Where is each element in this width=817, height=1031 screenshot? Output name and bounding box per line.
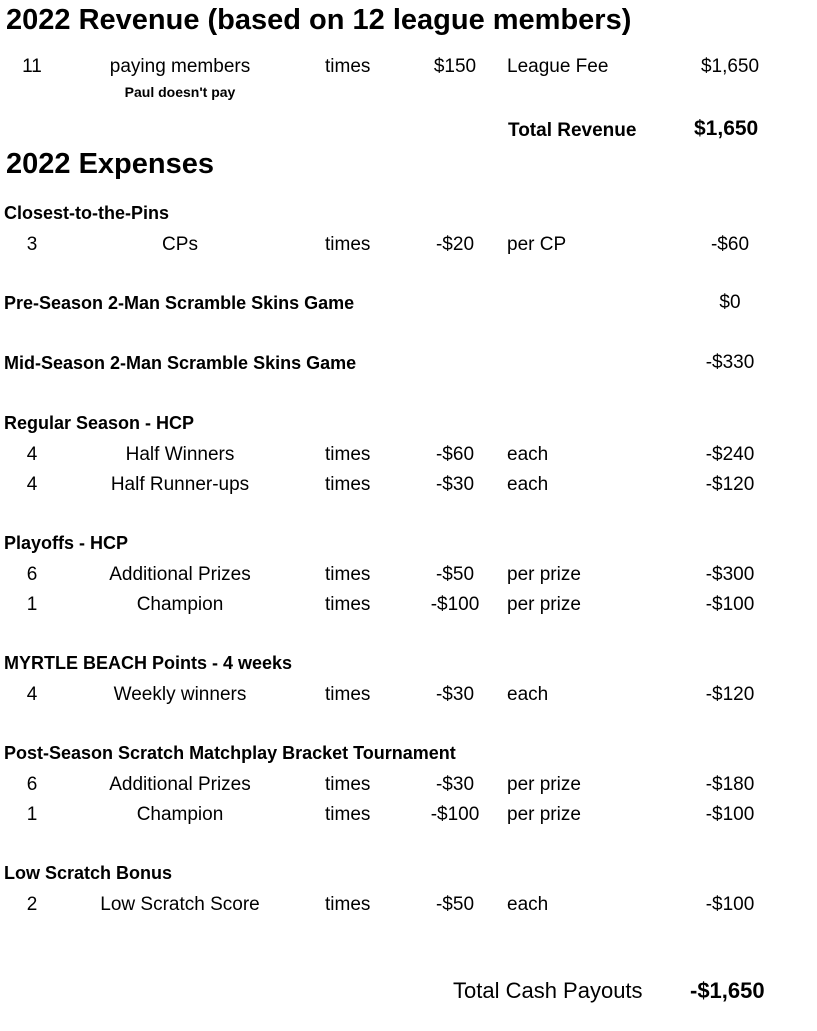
- line-unit: per prize: [507, 774, 581, 795]
- total-revenue-value: $1,650: [694, 117, 759, 140]
- line-unit: per prize: [507, 804, 581, 825]
- line-desc: Low Scratch Score: [100, 894, 260, 915]
- revenue-title: 2022 Revenue (based on 12 league members): [6, 4, 632, 36]
- revenue-note: Paul doesn't pay: [124, 84, 236, 100]
- line-amount: -$30: [435, 774, 475, 795]
- section-total: $0: [719, 292, 741, 313]
- line-times: times: [325, 564, 371, 585]
- total-payouts-label: Total Cash Payouts: [453, 978, 643, 1003]
- line-times: times: [325, 774, 371, 795]
- line-count: 3: [26, 234, 38, 255]
- revenue-unit: League Fee: [507, 56, 609, 77]
- line-unit: each: [507, 684, 549, 705]
- line-amount: -$60: [435, 444, 475, 465]
- section-total: -$330: [705, 352, 755, 373]
- line-amount: -$50: [435, 894, 475, 915]
- line-unit: each: [507, 444, 549, 465]
- line-amount: -$100: [430, 594, 480, 615]
- line-unit: each: [507, 474, 549, 495]
- revenue-times: times: [325, 56, 371, 77]
- section-heading: Regular Season - HCP: [4, 413, 195, 433]
- line-total: -$180: [705, 774, 755, 795]
- line-desc: Half Winners: [125, 444, 235, 465]
- line-desc: Champion: [136, 804, 224, 825]
- line-desc: Half Runner-ups: [110, 474, 250, 495]
- line-times: times: [325, 894, 371, 915]
- section-heading: Closest-to-the-Pins: [4, 203, 170, 223]
- total-payouts-value: -$1,650: [690, 978, 765, 1003]
- line-times: times: [325, 804, 371, 825]
- line-total: -$60: [710, 234, 750, 255]
- line-desc: Weekly winners: [113, 684, 247, 705]
- revenue-count: 11: [22, 56, 42, 77]
- revenue-row-total: $1,650: [700, 56, 760, 77]
- line-total: -$100: [705, 804, 755, 825]
- line-count: 1: [26, 804, 38, 825]
- line-count: 1: [26, 594, 38, 615]
- section-heading: Post-Season Scratch Matchplay Bracket Tournament: [4, 743, 456, 763]
- line-amount: -$30: [435, 474, 475, 495]
- line-desc: Additional Prizes: [109, 774, 251, 795]
- line-times: times: [325, 234, 371, 255]
- line-desc: Champion: [136, 594, 224, 615]
- line-total: -$240: [705, 444, 755, 465]
- expenses-title: 2022 Expenses: [6, 148, 214, 180]
- line-count: 4: [26, 474, 38, 495]
- line-unit: per prize: [507, 564, 581, 585]
- line-total: -$120: [705, 684, 755, 705]
- revenue-amount: $150: [433, 56, 477, 77]
- revenue-desc: paying members: [109, 56, 251, 77]
- line-amount: -$30: [435, 684, 475, 705]
- line-times: times: [325, 594, 371, 615]
- line-total: -$100: [705, 594, 755, 615]
- line-amount: -$100: [430, 804, 480, 825]
- section-heading: Playoffs - HCP: [4, 533, 129, 553]
- line-count: 6: [26, 774, 38, 795]
- line-count: 6: [26, 564, 38, 585]
- line-total: -$300: [705, 564, 755, 585]
- line-times: times: [325, 474, 371, 495]
- line-desc: CPs: [162, 234, 198, 255]
- line-count: 4: [26, 444, 38, 465]
- total-revenue-label: Total Revenue: [508, 120, 637, 141]
- section-heading: Pre-Season 2-Man Scramble Skins Game: [4, 293, 355, 313]
- line-times: times: [325, 444, 371, 465]
- section-heading: Mid-Season 2-Man Scramble Skins Game: [4, 353, 357, 373]
- line-count: 4: [26, 684, 38, 705]
- line-total: -$100: [705, 894, 755, 915]
- line-unit: per prize: [507, 594, 581, 615]
- line-unit: per CP: [507, 234, 567, 255]
- line-desc: Additional Prizes: [109, 564, 251, 585]
- line-amount: -$20: [435, 234, 475, 255]
- line-total: -$120: [705, 474, 755, 495]
- line-unit: each: [507, 894, 549, 915]
- line-count: 2: [26, 894, 38, 915]
- line-times: times: [325, 684, 371, 705]
- section-heading: MYRTLE BEACH Points - 4 weeks: [4, 653, 293, 673]
- section-heading: Low Scratch Bonus: [4, 863, 173, 883]
- line-amount: -$50: [435, 564, 475, 585]
